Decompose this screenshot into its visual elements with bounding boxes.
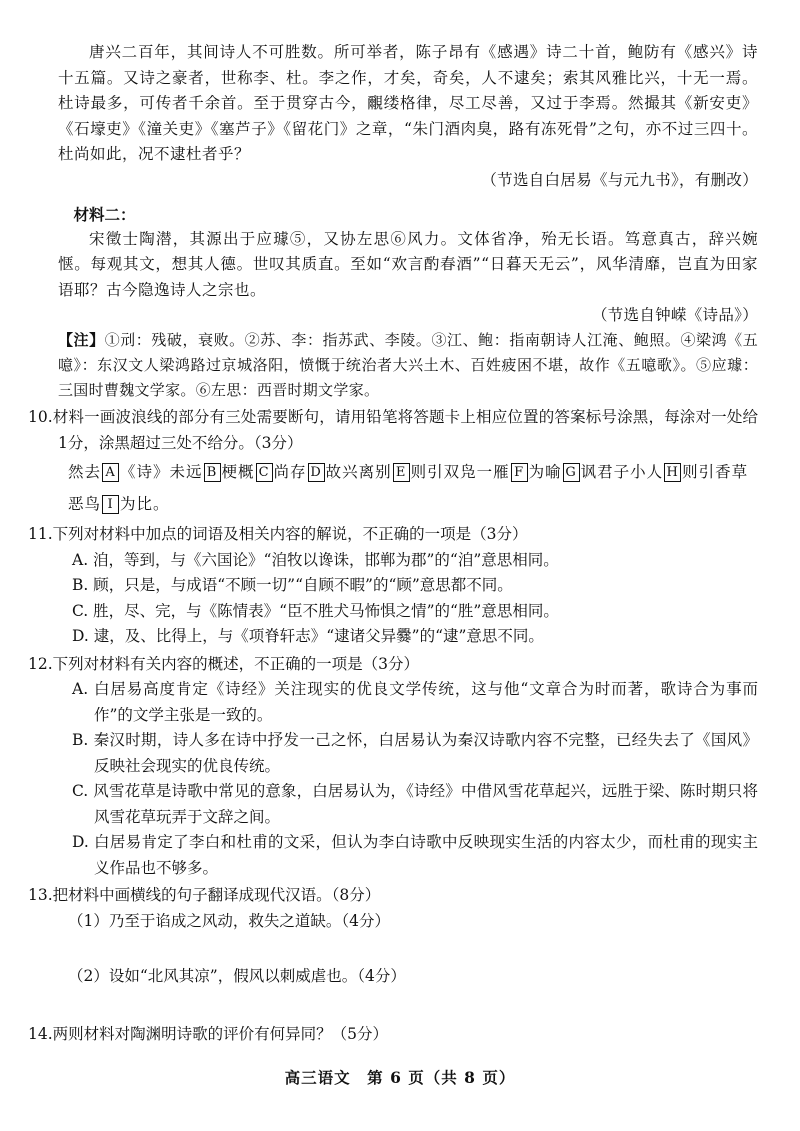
- question-stem: 材料一画波浪线的部分有三处需要断句，请用铅笔将答题卡上相应位置的答案标号涂黑，每涂对一处给1分，涂黑超过三处不给分。（3分）: [52, 408, 758, 452]
- passage2-heading: 材料二：: [73, 204, 136, 224]
- notes: [58, 328, 758, 403]
- sentence-segment: 为喻: [528, 463, 562, 481]
- sentence-segment: 讽君子小人: [580, 463, 664, 481]
- notes-label: 【注】: [58, 331, 105, 349]
- question-14: [28, 1022, 758, 1048]
- question-stem: 下列对材料中加点的词语及相关内容的解说，不正确的一项是（3分）: [52, 525, 528, 543]
- sentence-segment: 故兴离别: [325, 463, 392, 481]
- sub-question-2: （2）设如“北风其凉”，假风以刺威虐也。（4分）: [68, 967, 406, 985]
- notes-text: ①刓：残破，衰败。②苏、李：指苏武、李陵。③江、鲍：指南朝诗人江淹、鲍照。④梁鸿《五噫》：东汉文人梁鸿路过京城洛阳，愤慨于统治者大兴土木、百姓疲困不堪，故作《五噫歌》。⑤应璩：三国时曹魏文学家。⑥左思：西晋时期文学家。: [58, 331, 758, 399]
- sentence-segment: 然去: [68, 463, 102, 481]
- option-c[interactable]: C. 胜，尽、完，与《陈情表》“臣不胜犬马怖惧之情”的“胜”意思相同。: [72, 601, 559, 620]
- sub-question-1: （1）乃至于谄成之风动，救失之道缺。（4分）: [68, 911, 390, 930]
- passage1-text: 唐兴二百年，其间诗人不可胜数。所可举者，陈子昂有《感遇》诗二十首，鲍防有《感兴》诗十五篇。又诗之豪者，世称李、杜。李之作，才矣，奇矣，人不逮矣；索其风雅比兴，十无一焉。杜诗最多，可传者千余首。至于贯穿古今，覼缕格律，尽工尽善，又过于李焉。然撮其《新安吏》《石壕吏》《潼关吏》《塞芦子》《留花门》之章，“朱门酒肉臭，路有冻死骨”之句，亦不过三四十。杜尚如此，况不逮杜者乎？: [58, 43, 758, 163]
- question-stem: 把材料中画横线的句子翻译成现代汉语。（8分）: [52, 886, 381, 904]
- passage2-source: （节选自钟嵘《诗品》）: [591, 306, 758, 324]
- question-number: 10.: [28, 408, 53, 426]
- question-10: [28, 405, 758, 456]
- option-c[interactable]: C. 风雪花草是诗歌中常见的意象，白居易认为，《诗经》中借风雪花草起兴，远胜于梁、陈时期只将风雪花草玩弄于文辞之间。: [72, 782, 758, 826]
- question-number: 12.: [28, 654, 53, 673]
- question-number: 11.: [28, 525, 53, 543]
- question-stem: 两则材料对陶渊明诗歌的评价有何异同？（5分）: [52, 1024, 389, 1043]
- option-b[interactable]: B. 秦汉时期，诗人多在诗中抒发一己之怀，白居易认为秦汉诗歌内容不完整，已经失去了《国风》反映社会现实的优良传统。: [72, 731, 758, 775]
- answer-space[interactable]: [58, 934, 758, 964]
- sentence-segment: 梗概: [221, 463, 255, 481]
- marker-box-a[interactable]: A: [102, 463, 119, 482]
- passage1-source: （节选自白居易《与元九书》，有删改）: [481, 170, 758, 189]
- sentence-segment: 则引香草恶鸟: [68, 463, 749, 513]
- question-12: [28, 652, 758, 678]
- page-body: [28, 40, 758, 1047]
- marker-box-h[interactable]: H: [664, 463, 681, 482]
- question-13: [28, 883, 758, 909]
- marker-box-g[interactable]: G: [563, 463, 580, 482]
- marker-box-d[interactable]: D: [308, 463, 325, 482]
- option-d[interactable]: D. 逮，及、比得上，与《项脊轩志》“逮诸父异爨”的“逮”意思不同。: [72, 627, 544, 645]
- marker-box-f[interactable]: F: [511, 463, 528, 482]
- marker-box-b[interactable]: B: [204, 463, 221, 482]
- sentence-segment: 《诗》未远: [120, 463, 203, 481]
- punctuation-sentence: [68, 456, 758, 520]
- passage2-text: 宋徵士陶潜，其源出于应璩⑤，又协左思⑥风力。文体省净，殆无长语。笃意真古，辞兴婉惬。每观其文，想其人德。世叹其质直。至如“欢言酌春酒”“日暮天无云”，风华清靡，岂直为田家语耶？古今隐逸诗人之宗也。: [58, 229, 758, 299]
- answer-space[interactable]: [58, 990, 758, 1020]
- option-a[interactable]: A. 白居易高度肯定《诗经》关注现实的优良文学传统，这与他“文章合为时而著，歌诗合为事而作”的文学主张是一致的。: [72, 680, 758, 724]
- sentence-segment: 为比。: [120, 495, 170, 513]
- question-number: 13.: [28, 886, 53, 904]
- option-d[interactable]: D. 白居易肯定了李白和杜甫的文采，但认为李白诗歌中反映现实生活的内容太少，而杜甫的现实主义作品也不够多。: [72, 833, 758, 877]
- sentence-segment: 则引双凫一雁: [410, 463, 510, 481]
- option-b[interactable]: B. 顾，只是，与成语“不顾一切”“自顾不暇”的“顾”意思都不同。: [72, 576, 513, 594]
- question-number: 14.: [28, 1024, 53, 1043]
- marker-box-i[interactable]: I: [102, 495, 119, 514]
- option-a[interactable]: A. 洎，等到，与《六国论》“洎牧以谗诛，邯郸为郡”的“洎”意思相同。: [72, 550, 559, 569]
- page-footer: 高三语文 第 6 页（共 8 页）: [284, 1068, 516, 1087]
- sentence-segment: 尚存: [273, 463, 307, 481]
- marker-box-c[interactable]: C: [256, 463, 273, 482]
- question-11: [28, 522, 758, 548]
- question-stem: 下列对材料有关内容的概述，不正确的一项是（3分）: [52, 654, 420, 673]
- marker-box-e[interactable]: E: [393, 463, 410, 482]
